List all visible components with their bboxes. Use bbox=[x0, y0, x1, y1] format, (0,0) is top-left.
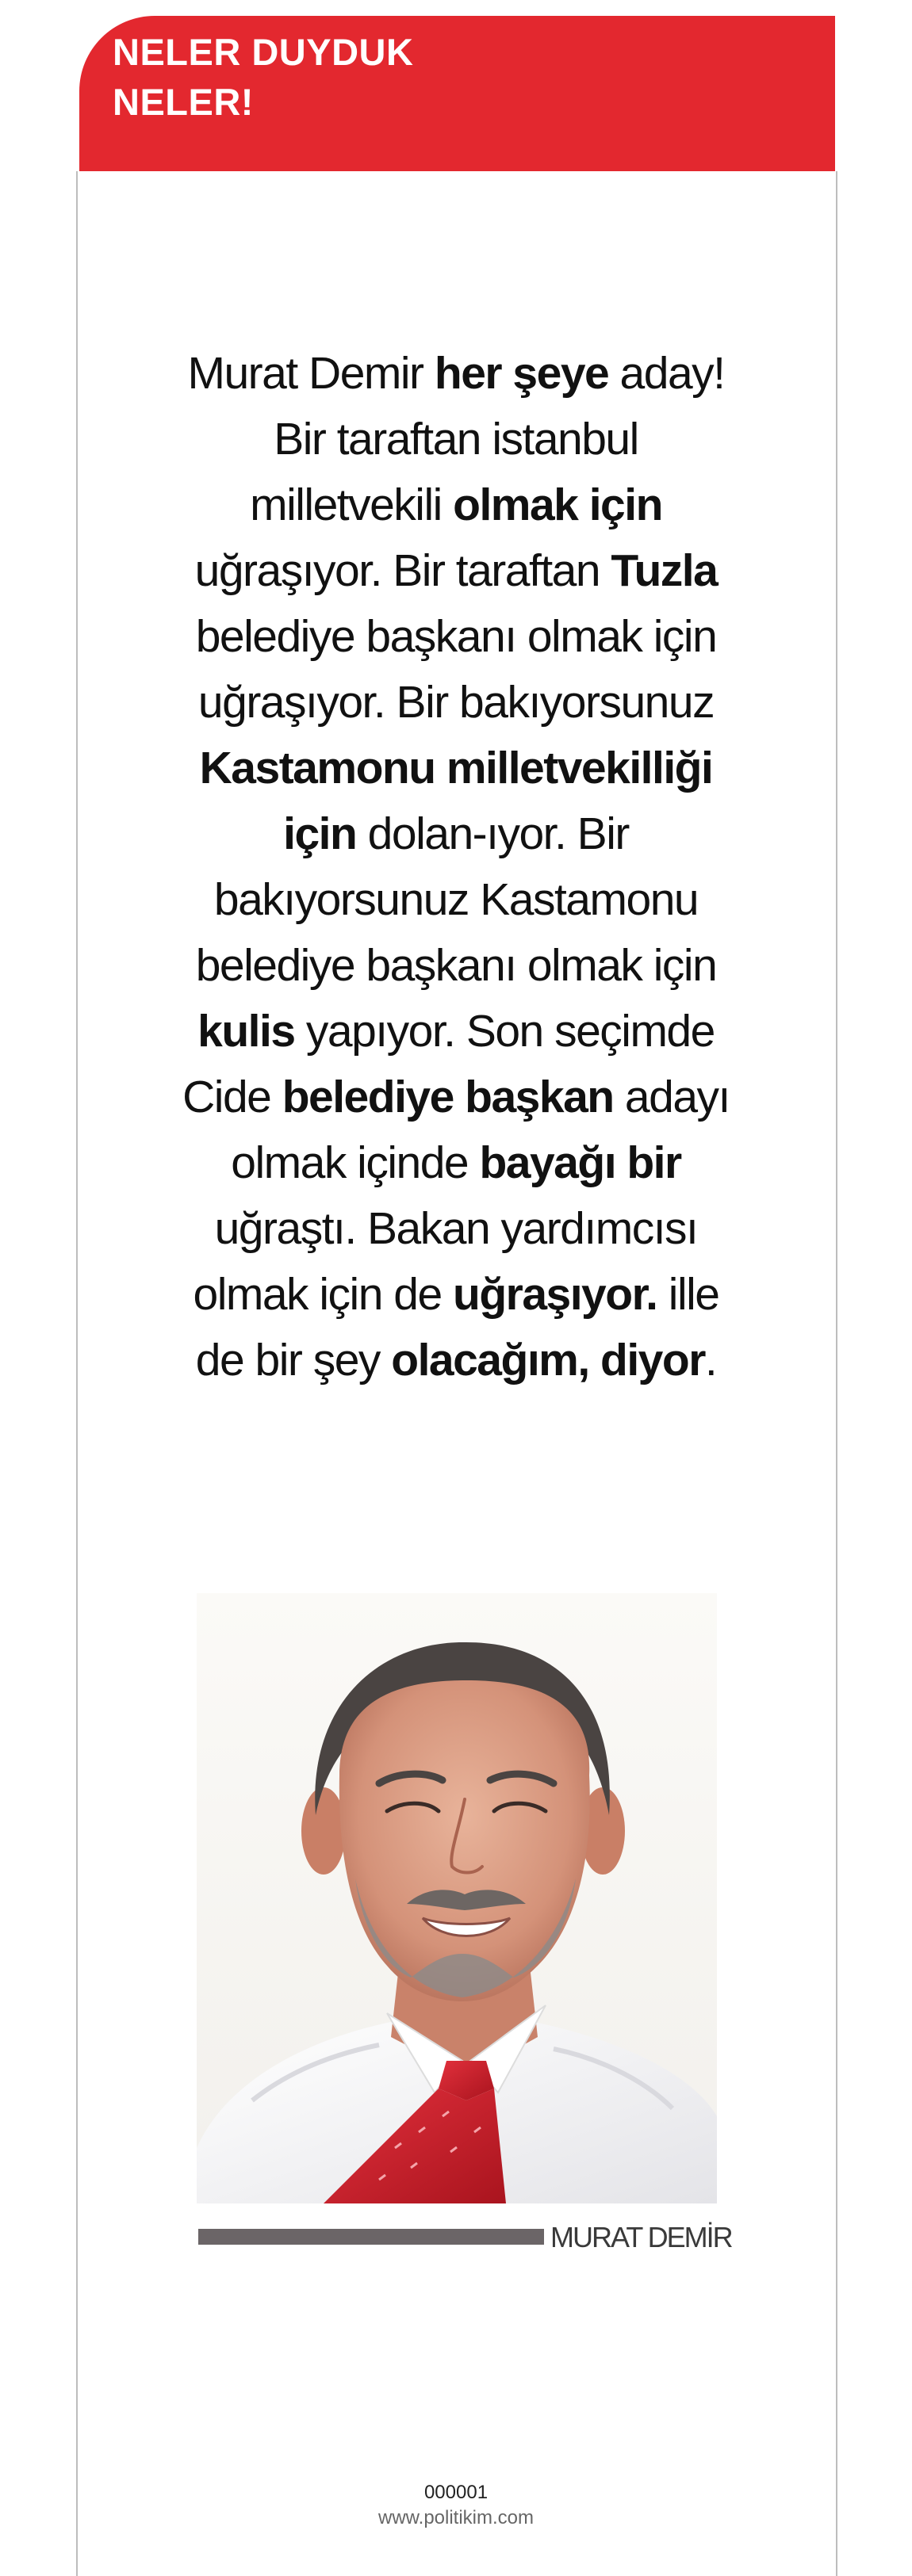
footer-website[interactable]: www.politikim.com bbox=[377, 2507, 535, 2528]
article-text bbox=[182, 341, 730, 1393]
left-border-line bbox=[76, 171, 78, 2576]
article-bold-text: belediye başkan bbox=[282, 1072, 614, 1122]
article-regular-text: belediye başkanı olmak için uğraşıyor. Bir bakıyorsunuz bbox=[195, 611, 717, 728]
article-regular-text: . bbox=[704, 1335, 717, 1385]
section-title: NELER DUYDUK NELER! bbox=[113, 31, 414, 123]
article-regular-text: adayı olmak içinde bbox=[231, 1072, 730, 1188]
caption-bar bbox=[198, 2229, 544, 2245]
article-regular-text: ille de bir şey bbox=[195, 1269, 719, 1385]
article-bold-text: Tuzla bbox=[611, 545, 718, 596]
article-regular-text: aday! Bir taraftan istanbul milletvekili bbox=[250, 348, 725, 530]
photo-caption: MURAT DEMİR bbox=[550, 2221, 732, 2253]
article-regular-text: dolan-ıyor. Bir bakıyorsunuz Kastamonu belediye başkanı olmak için bbox=[195, 808, 717, 991]
article-regular-text: yapıyor. Son seçimde Cide bbox=[182, 1006, 715, 1122]
article-bold-text: kulis bbox=[197, 1006, 295, 1057]
article-regular-text: uğraştı. Bakan yardımcısı olmak için de bbox=[193, 1203, 698, 1320]
right-border-line bbox=[836, 171, 837, 2576]
article-regular-text: uğraşıyor. Bir taraftan bbox=[194, 545, 611, 596]
article-bold-text: olmak için bbox=[453, 480, 662, 530]
article-bold-text: uğraşıyor. bbox=[453, 1269, 657, 1320]
article-regular-text: Murat Demir bbox=[187, 348, 435, 399]
article-bold-text: her şeye bbox=[434, 348, 609, 399]
article-bold-text: bayağı bir bbox=[479, 1137, 681, 1188]
footer-code: 000001 bbox=[423, 2482, 489, 2503]
article-bold-text: olacağım, diyor bbox=[391, 1335, 705, 1385]
person-photo bbox=[197, 1593, 717, 2203]
article-bold-text: Kastamonu milletvekilliği için bbox=[199, 743, 713, 859]
